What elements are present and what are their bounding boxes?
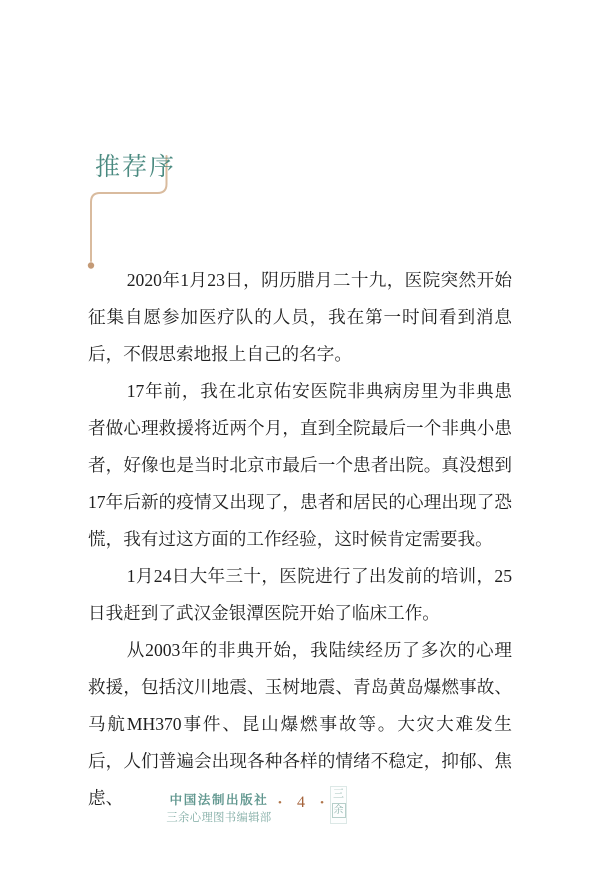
paragraph: 2020年1月23日，阴历腊月二十九，医院突然开始征集自愿参加医疗队的人员，我在第一时间看到消息后，不假思索地报上自己的名字。	[88, 270, 512, 364]
publisher-department: 三余心理图书编辑部	[166, 812, 272, 824]
publisher-block	[165, 790, 273, 825]
paragraph: 17年前，我在北京佑安医院非典病房里为非典患者做心理救援将近两个月，直到全院最后一个非典小患者，好像也是当时北京市最后一个患者出院。真没想到17年后新的疫情又出现了，患者和居民的心理出现了恐慌，我有过这方面的工作经验，这时候肯定需要我。	[88, 381, 512, 549]
paragraph: 1月24日大年三十，医院进行了出发前的培训，25日我赶到了武汉金银潭医院开始了临床工作。	[88, 566, 512, 623]
seal-char-top: 三	[333, 788, 344, 800]
paragraph: 从2003年的非典开始，我陆续经历了多次的心理救援，包括汶川地震、玉树地震、青岛黄岛爆燃事故、马航MH370事件、昆山爆燃事故等。大灾大难发生后，人们普遍会出现各种各样的情绪不稳定，抑郁、焦虑、	[88, 640, 512, 808]
seal-char-bottom: 余	[333, 805, 344, 816]
sanyu-seal-logo	[330, 786, 347, 824]
page-number-group	[278, 795, 324, 811]
page-title: 推荐序	[95, 154, 177, 181]
page-number-left-dot: •	[278, 796, 282, 809]
article-body	[88, 262, 512, 817]
page-footer	[0, 786, 600, 830]
page-number: 4	[297, 794, 305, 811]
publisher-name: 中国法制出版社	[169, 793, 269, 807]
page-number-right-dot: •	[320, 796, 324, 809]
